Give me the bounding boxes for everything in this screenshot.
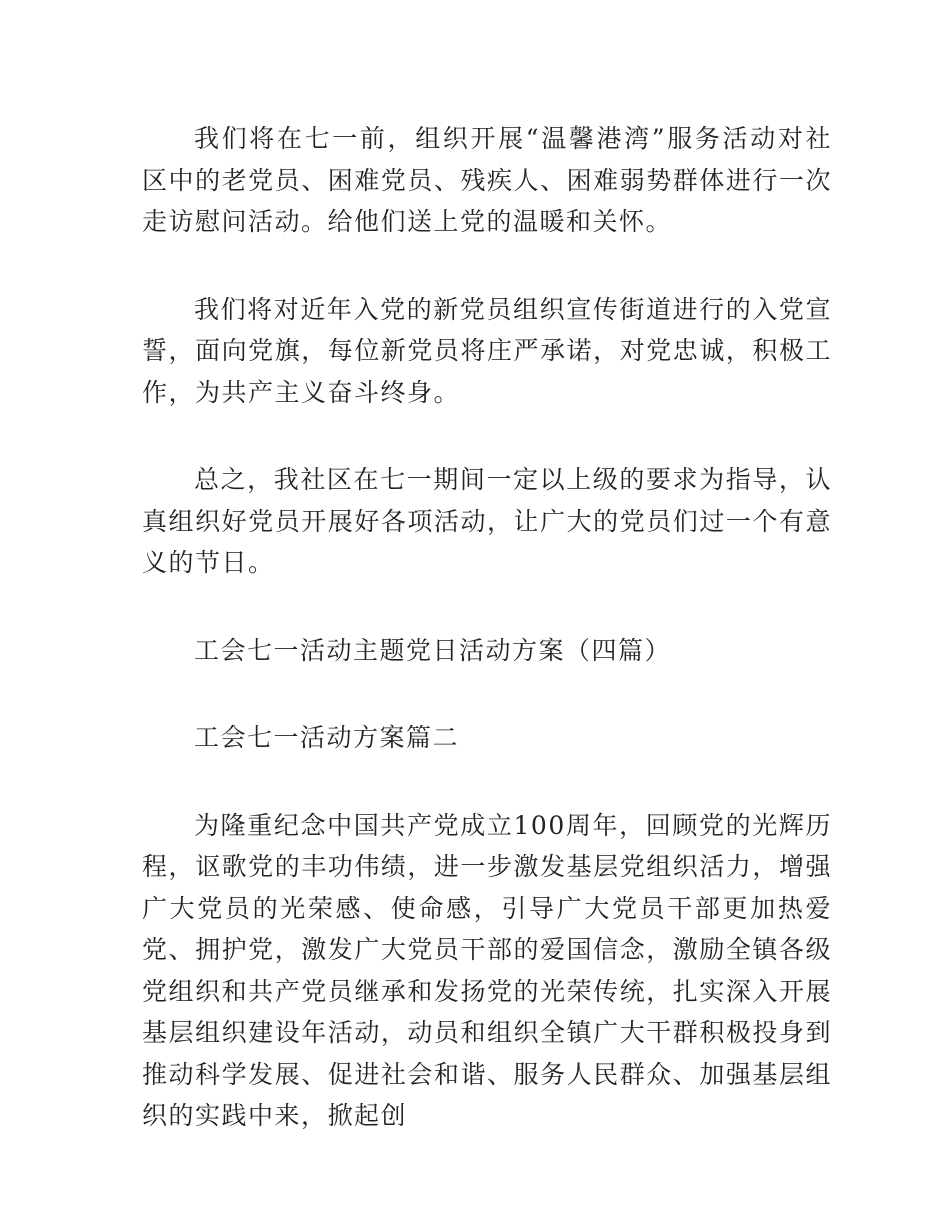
- paragraph-oath: 我们将对近年入党的新党员组织宣传街道进行的入党宣誓，面向党旗，每位新党员将庄严承诺，对党忠诚，积极工作，为共产主义奋斗终身。: [142, 294, 832, 407]
- section-title: 工会七一活动主题党日活动方案（四篇）: [194, 635, 672, 665]
- paragraph-summary: 总之，我社区在七一期间一定以上级的要求为指导，认真组织好党员开展好各项活动，让广大的党员们过一个有意义的节日。: [142, 465, 832, 577]
- paragraph-visit-activity: 我们将在七一前，组织开展“温馨港湾”服务活动对社区中的老党员、困难党员、残疾人、困难弱势群体进行一次走访慰问活动。给他们送上党的温暖和关怀。: [142, 124, 832, 236]
- paragraph-commemoration: 为隆重纪念中国共产党成立100周年，回顾党的光辉历程，讴歌党的丰功伟绩，进一步激发基层党组织活力，增强广大党员的光荣感、使命感，引导广大党员干部更加热爱党、拥护党，激发广大党员干部的爱国信念，激励全镇各级党组织和共产党员继承和发扬党的光荣传统，扎实深入开展基层组织建设年活动，动员和组织全镇广大干群积极投身到推动科学发展、促进社会和谐、服务人民群众、加强基层组织的实践中来，掀起创: [142, 810, 832, 1130]
- section-subtitle: 工会七一活动方案篇二: [194, 723, 460, 752]
- document-body: [142, 118, 832, 1183]
